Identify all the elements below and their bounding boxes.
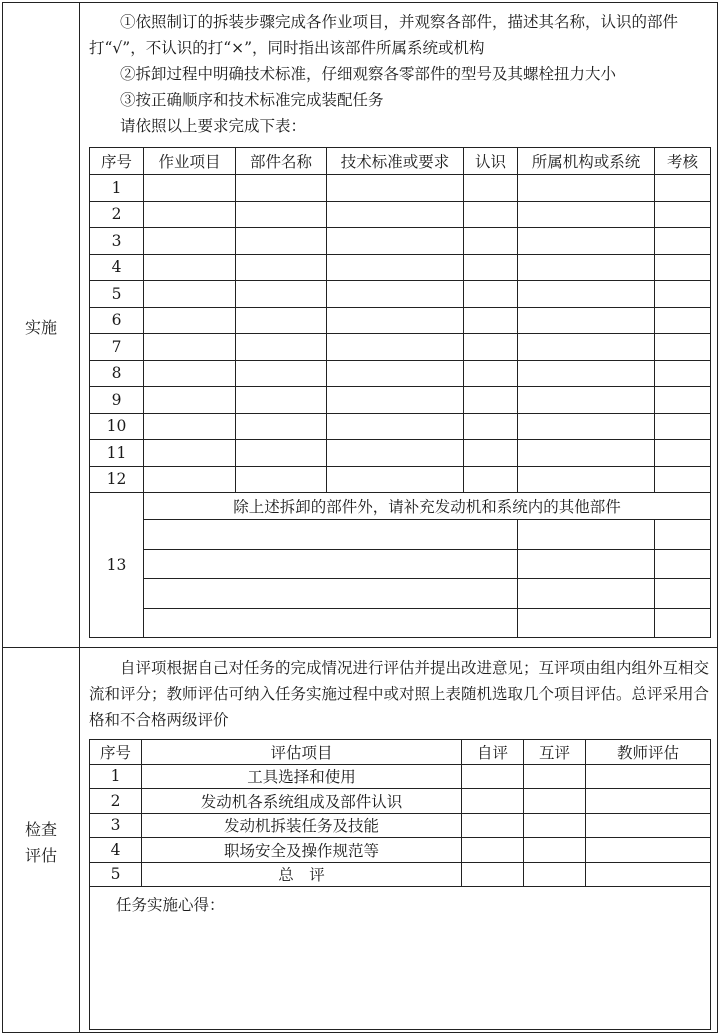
blank-cell[interactable] [464,466,518,493]
blank-cell[interactable] [655,608,711,638]
blank-cell[interactable] [464,307,518,334]
table-row [90,838,711,863]
table-row [90,281,711,308]
blank-cell[interactable] [327,413,464,440]
teacher-score-cell[interactable] [586,813,711,838]
eval-row-item: 发动机拆装任务及技能 [142,813,462,838]
blank-cell[interactable] [236,360,327,387]
task-table-header [90,148,711,175]
blank-cell[interactable] [236,307,327,334]
blank-cell[interactable] [327,307,464,334]
eval-row-number: 4 [90,838,142,863]
header-part-name: 部件名称 [236,148,327,175]
eval-row-item: 总 评 [142,862,462,887]
row-number: 9 [90,387,144,414]
column-divider [79,3,80,1032]
eval-row-number: 1 [90,764,142,789]
blank-cell[interactable] [464,175,518,202]
evaluation-table [89,739,711,1030]
blank-cell[interactable] [144,608,518,638]
blank-cell[interactable] [518,175,655,202]
eval-header-teacher: 教师评估 [586,740,711,765]
blank-cell[interactable] [655,520,711,550]
implementation-instructions [89,9,715,139]
blank-cell[interactable] [144,440,236,467]
table-row [90,307,711,334]
blank-cell[interactable] [236,440,327,467]
header-tech-standard: 技术标准或要求 [327,148,464,175]
header-recognized: 认识 [464,148,518,175]
table-row [90,201,711,228]
blank-cell[interactable] [655,254,711,281]
blank-cell[interactable] [518,334,655,361]
blank-cell[interactable] [236,466,327,493]
instruction-2: ②拆卸过程中明确技术标准，仔细观察各零部件的型号及其螺栓扭力大小 [120,65,617,83]
row-number: 7 [90,334,144,361]
blank-cell[interactable] [144,413,236,440]
instruction-4: 请依照以上要求完成下表： [120,117,307,135]
blank-cell[interactable] [144,307,236,334]
table-row [90,360,711,387]
row-number: 5 [90,281,144,308]
blank-cell[interactable] [518,307,655,334]
task-table-body [90,175,711,638]
blank-cell[interactable] [464,201,518,228]
row-number: 8 [90,360,144,387]
eval-header-self: 自评 [462,740,524,765]
notes-row [90,887,711,1030]
blank-cell[interactable] [144,549,518,579]
blank-cell[interactable] [518,520,655,550]
blank-cell[interactable] [327,281,464,308]
table-row [90,413,711,440]
row-number: 6 [90,307,144,334]
evaluation-table-header [90,740,711,765]
self-score-cell[interactable] [462,813,524,838]
blank-cell[interactable] [236,387,327,414]
teacher-score-cell[interactable] [586,764,711,789]
header-work-item: 作业项目 [144,148,236,175]
blank-cell[interactable] [655,579,711,609]
row-number: 1 [90,175,144,202]
blank-cell[interactable] [327,228,464,255]
section-divider [3,647,717,648]
blank-cell[interactable] [144,201,236,228]
blank-cell[interactable] [518,608,655,638]
table-row [90,789,711,814]
header-number: 序号 [90,148,144,175]
self-score-cell[interactable] [462,764,524,789]
instruction-1: ①依照制订的拆装步骤完成各作业项目，并观察各部件，描述其名称，认识的部件打“√”，不认识的打“×”，同时指出该部件所属系统或机构 [89,13,679,57]
blank-cell[interactable] [144,387,236,414]
blank-cell[interactable] [236,413,327,440]
self-score-cell[interactable] [462,862,524,887]
eval-row-item: 发动机各系统组成及部件认识 [142,789,462,814]
peer-score-cell[interactable] [524,838,586,863]
blank-cell[interactable] [464,413,518,440]
blank-cell[interactable] [655,175,711,202]
instruction-3: ③按正确顺序和技术标准完成装配任务 [120,91,384,109]
row-number: 4 [90,254,144,281]
task-reflection-label: 任务实施心得： [116,896,225,914]
blank-cell[interactable] [236,254,327,281]
blank-cell[interactable] [464,228,518,255]
blank-cell[interactable] [144,281,236,308]
blank-cell[interactable] [327,334,464,361]
eval-row-number: 5 [90,862,142,887]
blank-cell[interactable] [655,466,711,493]
section-label-evaluation [3,817,79,869]
blank-cell[interactable] [464,360,518,387]
table-row [90,254,711,281]
blank-cell[interactable] [518,228,655,255]
eval-row-number: 3 [90,813,142,838]
blank-cell[interactable] [327,254,464,281]
evaluation-table-body [90,764,711,1030]
eval-header-peer: 互评 [524,740,586,765]
eval-row-number: 2 [90,789,142,814]
blank-cell[interactable] [518,440,655,467]
blank-cell[interactable] [236,175,327,202]
blank-cell[interactable] [655,360,711,387]
peer-score-cell[interactable] [524,813,586,838]
evaluation-label-line1: 检查 [24,820,57,839]
table-row [90,764,711,789]
blank-cell[interactable] [464,281,518,308]
eval-header-item: 评估项目 [142,740,462,765]
teacher-score-cell[interactable] [586,838,711,863]
blank-cell[interactable] [236,281,327,308]
header-system: 所属机构或系统 [518,148,655,175]
section-label-implementation: 实施 [24,318,57,337]
row-number: 11 [90,440,144,467]
blank-cell[interactable] [655,228,711,255]
blank-cell[interactable] [464,254,518,281]
header-assessment: 考核 [655,148,711,175]
blank-cell[interactable] [144,466,236,493]
table-row-supplement [90,493,711,520]
self-score-cell[interactable] [462,789,524,814]
peer-score-cell[interactable] [524,862,586,887]
eval-header-number: 序号 [90,740,142,765]
task-table [89,147,711,638]
blank-cell[interactable] [655,387,711,414]
blank-cell[interactable] [464,334,518,361]
blank-cell[interactable] [518,281,655,308]
row-number: 13 [90,493,144,638]
blank-cell[interactable] [464,387,518,414]
blank-cell[interactable] [327,175,464,202]
blank-cell[interactable] [655,307,711,334]
teacher-score-cell[interactable] [586,789,711,814]
blank-cell[interactable] [236,201,327,228]
worksheet-frame [2,2,718,1033]
supplement-row [90,579,711,609]
eval-row-item: 工具选择和使用 [142,764,462,789]
supplement-row [90,520,711,550]
blank-cell[interactable] [236,334,327,361]
blank-cell[interactable] [655,440,711,467]
blank-cell[interactable] [655,413,711,440]
blank-cell[interactable] [464,440,518,467]
blank-cell[interactable] [655,334,711,361]
blank-cell[interactable] [518,579,655,609]
blank-cell[interactable] [655,281,711,308]
blank-cell[interactable] [518,466,655,493]
blank-cell[interactable] [655,201,711,228]
blank-cell[interactable] [144,334,236,361]
blank-cell[interactable] [236,228,327,255]
peer-score-cell[interactable] [524,789,586,814]
teacher-score-cell[interactable] [586,862,711,887]
blank-cell[interactable] [518,387,655,414]
evaluation-description: 自评项根据自己对任务的完成情况进行评估并提出改进意见；互评项由组内组外互相交流和评分；教师评估可纳入任务实施过程中或对照上表随机选取几个项目评估。总评采用合格和不合格两级评价 [89,659,710,729]
row-number: 2 [90,201,144,228]
row-number: 3 [90,228,144,255]
supplement-row [90,549,711,579]
row-number: 12 [90,466,144,493]
task-reflection-field[interactable] [90,887,711,1030]
supplement-row [90,608,711,638]
table-row [90,862,711,887]
blank-cell[interactable] [327,387,464,414]
blank-cell[interactable] [655,549,711,579]
table-row [90,228,711,255]
table-row [90,334,711,361]
supplement-instruction: 除上述拆卸的部件外，请补充发动机和系统内的其他部件 [144,493,711,520]
blank-cell[interactable] [327,440,464,467]
row-number: 10 [90,413,144,440]
blank-cell[interactable] [144,175,236,202]
blank-cell[interactable] [144,360,236,387]
table-row [90,387,711,414]
table-row [90,466,711,493]
blank-cell[interactable] [144,228,236,255]
blank-cell[interactable] [518,201,655,228]
peer-score-cell[interactable] [524,764,586,789]
blank-cell[interactable] [518,549,655,579]
blank-cell[interactable] [518,360,655,387]
blank-cell[interactable] [327,360,464,387]
table-row [90,813,711,838]
eval-row-item: 职场安全及操作规范等 [142,838,462,863]
evaluation-label-line2: 评估 [24,846,57,865]
self-score-cell[interactable] [462,838,524,863]
blank-cell[interactable] [327,201,464,228]
blank-cell[interactable] [144,579,518,609]
blank-cell[interactable] [144,520,518,550]
evaluation-description-block [89,655,715,733]
blank-cell[interactable] [518,254,655,281]
blank-cell[interactable] [144,254,236,281]
blank-cell[interactable] [327,466,464,493]
table-row [90,175,711,202]
blank-cell[interactable] [518,413,655,440]
table-row [90,440,711,467]
